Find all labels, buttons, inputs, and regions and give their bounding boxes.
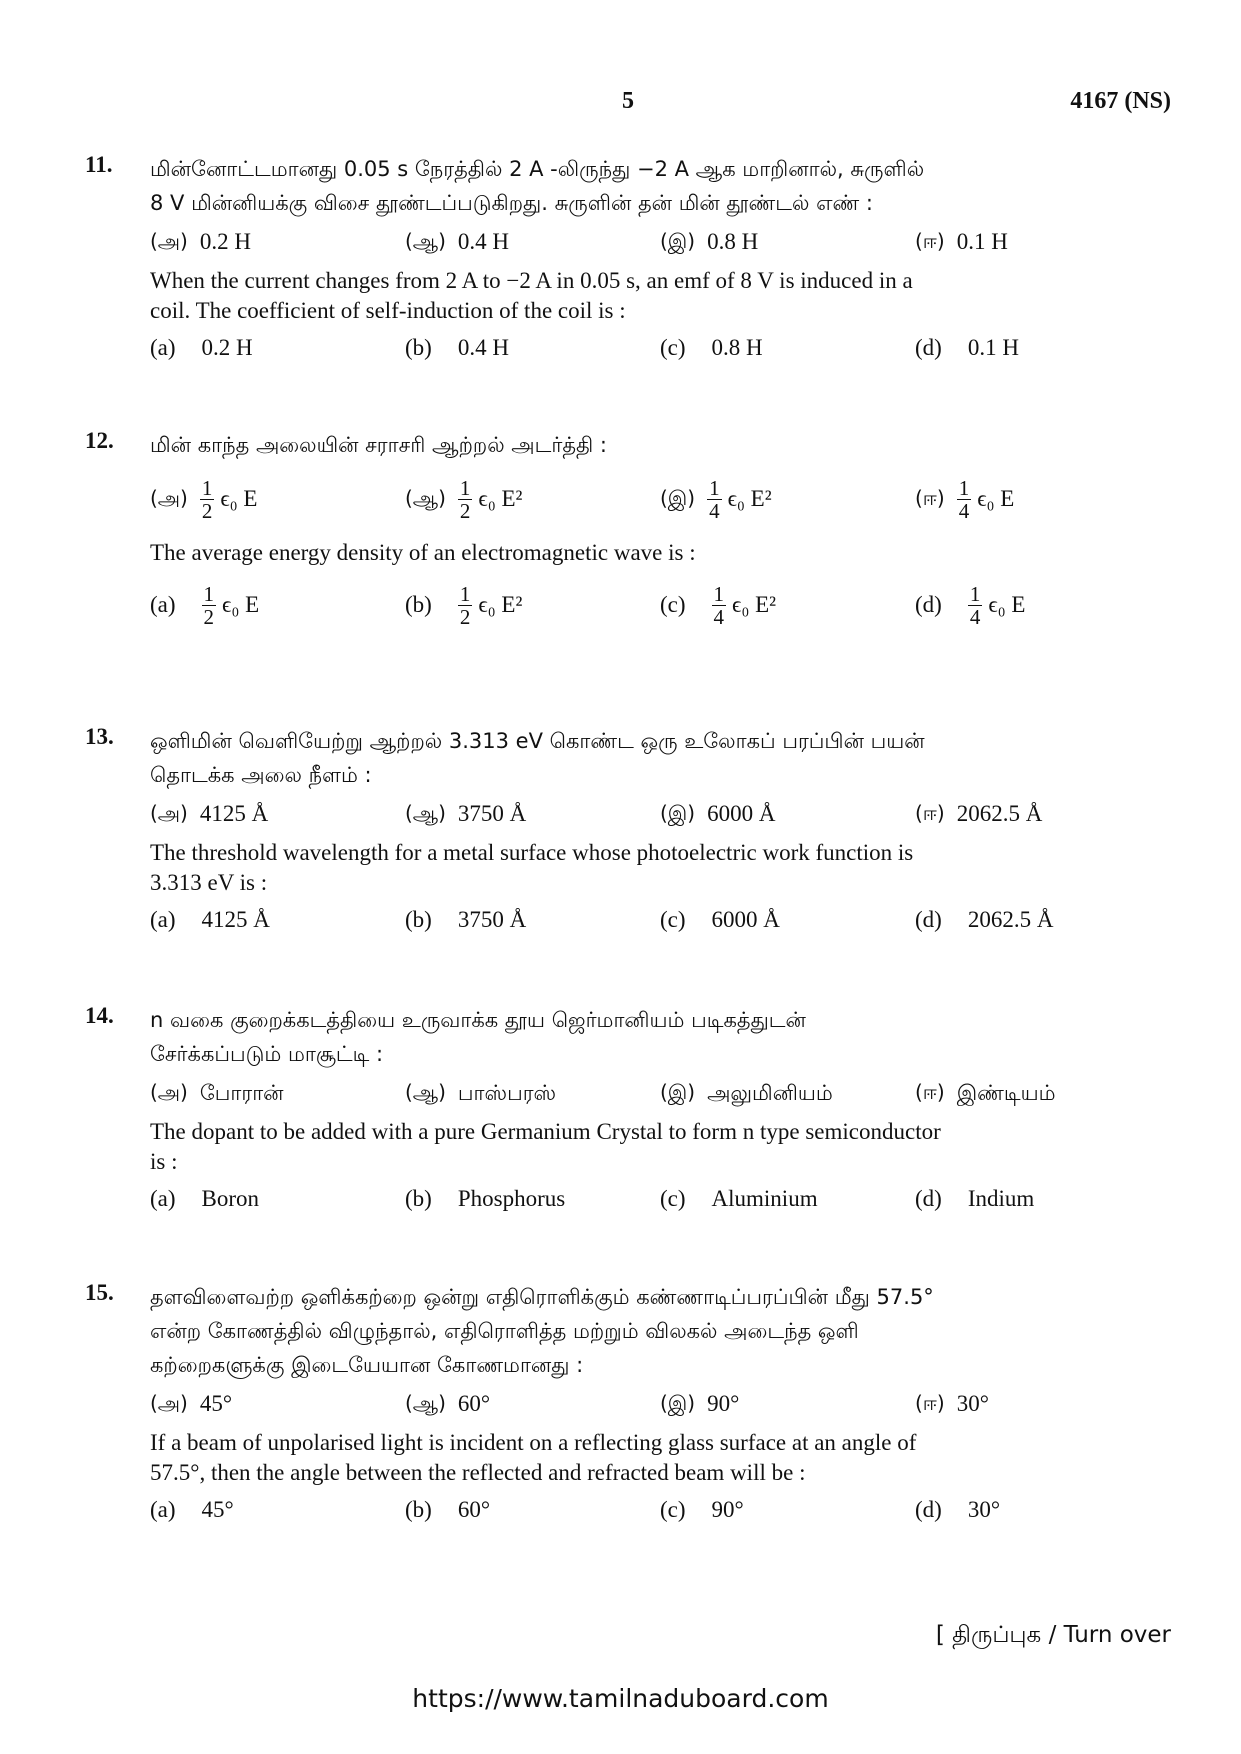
- option-label: (d): [915, 1186, 942, 1211]
- option: [405, 907, 660, 933]
- option-label: (ஆ): [405, 228, 446, 253]
- source-url: https://www.tamilnaduboard.com: [412, 1684, 829, 1713]
- option-value: 0.2 H: [201, 335, 253, 360]
- option-value: ϵ₀ E²: [732, 592, 777, 617]
- option: [405, 229, 660, 256]
- option-label: (a): [150, 592, 176, 617]
- option: [150, 1186, 405, 1212]
- option: [660, 1391, 915, 1418]
- question-text-tamil: மின் காந்த அலையின் சராசரி ஆற்றல் அடர்த்தி :: [150, 433, 607, 457]
- option: [405, 583, 660, 628]
- option: [405, 1391, 660, 1418]
- option-value: 4125 Å: [201, 907, 270, 932]
- option-value: போரான்: [199, 1081, 284, 1105]
- option-value: 45°: [201, 1497, 234, 1522]
- option-value: ϵ₀ E: [977, 486, 1015, 511]
- question-text-english: is :: [150, 1149, 178, 1174]
- fraction: $\frac{1}{2}$: [203, 581, 215, 629]
- option-label: (அ): [150, 228, 188, 253]
- option: [150, 1076, 405, 1110]
- option-label: (d): [915, 907, 942, 932]
- option: [915, 1497, 1170, 1523]
- option: [915, 335, 1170, 361]
- option-value: 0.4 H: [457, 335, 509, 360]
- option-label: (ஆ): [405, 1079, 446, 1104]
- option-value: 30°: [967, 1497, 1001, 1522]
- option-value: 0.2 H: [199, 229, 251, 254]
- option: [405, 801, 660, 828]
- option-label: (a): [150, 1186, 176, 1211]
- question-number: 11.: [85, 152, 113, 177]
- option-label: (ஈ): [915, 800, 945, 825]
- option-value: 6000 Å: [707, 801, 776, 826]
- option-label: (c): [660, 592, 686, 617]
- option-value: ϵ₀ E²: [478, 592, 523, 617]
- question-text-english: coil. The coefficient of self-induction of the coil is :: [150, 298, 626, 323]
- option-label: (b): [405, 907, 432, 932]
- option-value: 30°: [956, 1391, 989, 1416]
- question-text-english: If a beam of unpolarised light is incident on a reflecting glass surface at an angle of: [150, 1430, 917, 1455]
- option-value: 60°: [457, 1497, 491, 1522]
- option-label: (d): [915, 592, 942, 617]
- question-text-tamil: என்ற கோணத்தில் விழுந்தால், எதிரொளித்த மற்றும் விலகல் அடைந்த ஒளி: [150, 1319, 859, 1343]
- option-value: 0.1 H: [967, 335, 1019, 360]
- option-label: (c): [660, 907, 686, 932]
- option: [915, 1186, 1170, 1212]
- option-label: (a): [150, 335, 176, 360]
- question-text-tamil: சேர்க்கப்படும் மாசூட்டி :: [150, 1042, 384, 1066]
- question-text-english: The threshold wavelength for a metal surface whose photoelectric work function is: [150, 840, 914, 865]
- option: [660, 907, 915, 933]
- page-number: 5: [622, 88, 634, 114]
- option-value: 0.1 H: [956, 229, 1008, 254]
- option: [915, 907, 1170, 933]
- option: [150, 583, 405, 628]
- option-label: (ஈ): [915, 1079, 945, 1104]
- question-number: 15.: [85, 1280, 114, 1305]
- option: [150, 477, 405, 522]
- option-label: (c): [660, 335, 686, 360]
- option: [150, 335, 405, 361]
- fraction: $\frac{1}{4}$: [713, 581, 725, 629]
- option: [915, 801, 1170, 828]
- option: [915, 477, 1170, 522]
- option-value: ϵ₀ E: [220, 486, 258, 511]
- option-label: (d): [915, 335, 942, 360]
- option-label: (அ): [150, 800, 188, 825]
- options-tamil: [150, 1075, 1175, 1111]
- option-label: (a): [150, 907, 176, 932]
- option-value: 90°: [707, 1391, 740, 1416]
- fraction: $\frac{1}{2}$: [459, 475, 471, 523]
- option-label: (b): [405, 1497, 432, 1522]
- question-15: [85, 1280, 1175, 1534]
- options-english: [150, 1492, 1175, 1528]
- option: [660, 1497, 915, 1523]
- options-tamil: [150, 466, 1175, 532]
- options-english: [150, 902, 1175, 938]
- option-label: (இ): [660, 800, 696, 825]
- option-value: 90°: [711, 1497, 744, 1522]
- option: [150, 907, 405, 933]
- fraction: $\frac{1}{2}$: [201, 475, 213, 523]
- option: [150, 1391, 405, 1418]
- question-text-english: The dopant to be added with a pure Germanium Crystal to form n type semiconductor: [150, 1119, 941, 1144]
- option-label: (b): [405, 335, 432, 360]
- option-label: (c): [660, 1186, 686, 1211]
- option-label: (இ): [660, 228, 696, 253]
- question-11: [85, 152, 1175, 372]
- option: [660, 1186, 915, 1212]
- option-label: (அ): [150, 1079, 188, 1104]
- option-label: (அ): [150, 1390, 188, 1415]
- fraction: $\frac{1}{4}$: [958, 475, 970, 523]
- options-english: [150, 1181, 1175, 1217]
- option-value: Aluminium: [711, 1186, 818, 1211]
- option: [150, 229, 405, 256]
- option-label: (ஆ): [405, 1390, 446, 1415]
- option-value: 6000 Å: [711, 907, 780, 932]
- question-text-english: 57.5°, then the angle between the reflected and refracted beam will be :: [150, 1460, 806, 1485]
- turn-over-note: [ திருப்புக / Turn over: [935, 1622, 1171, 1648]
- option-label: (c): [660, 1497, 686, 1522]
- option-value: 45°: [199, 1391, 233, 1416]
- paper-code: 4167 (NS): [1070, 88, 1171, 114]
- option: [405, 1497, 660, 1523]
- option-value: ϵ₀ E²: [478, 486, 523, 511]
- option: [660, 335, 915, 361]
- option: [915, 1076, 1170, 1110]
- question-text-tamil: தொடக்க அலை நீளம் :: [150, 763, 372, 787]
- question-text-tamil: ஒளிமின் வெளியேற்று ஆற்றல் 3.313 eV கொண்ட ஒரு உலோகப் பரப்பின் பயன்: [150, 729, 925, 753]
- question-number: 13.: [85, 724, 114, 749]
- option: [915, 1391, 1170, 1418]
- option-value: பாஸ்பரஸ்: [457, 1081, 557, 1105]
- question-text-tamil: கற்றைகளுக்கு இடையேயான கோணமானது :: [150, 1353, 584, 1377]
- option-label: (இ): [660, 485, 696, 510]
- option-value: Indium: [967, 1186, 1035, 1211]
- option-value: 60°: [457, 1391, 491, 1416]
- options-english: [150, 330, 1175, 366]
- question-number: 12.: [85, 428, 114, 453]
- option-value: Boron: [201, 1186, 260, 1211]
- question-14: [85, 1003, 1175, 1223]
- option-label: (b): [405, 1186, 432, 1211]
- options-english: [150, 572, 1175, 638]
- option-label: (ஈ): [915, 485, 945, 510]
- option-value: 2062.5 Å: [967, 907, 1054, 932]
- option: [405, 477, 660, 522]
- option-value: அலுமினியம்: [707, 1081, 833, 1105]
- page-header: [0, 88, 1241, 128]
- option-value: இண்டியம்: [956, 1081, 1056, 1105]
- question-text-tamil: தளவிளைவற்ற ஒளிக்கற்றை ஒன்று எதிரொளிக்கும் கண்ணாடிப்பரப்பின் மீது 57.5°: [150, 1285, 934, 1309]
- option-label: (d): [915, 1497, 942, 1522]
- option-value: ϵ₀ E: [988, 592, 1026, 617]
- option-value: 2062.5 Å: [956, 801, 1043, 826]
- question-text-english: 3.313 eV is :: [150, 870, 268, 895]
- option-value: 0.4 H: [457, 229, 510, 254]
- option-label: (b): [405, 592, 432, 617]
- option-value: ϵ₀ E: [222, 592, 260, 617]
- options-tamil: [150, 224, 1175, 260]
- option: [405, 1186, 660, 1212]
- option-label: (ஆ): [405, 485, 446, 510]
- question-12: [85, 428, 1175, 644]
- option: [915, 583, 1170, 628]
- option-value: Phosphorus: [457, 1186, 566, 1211]
- option-label: (a): [150, 1497, 176, 1522]
- options-tamil: [150, 796, 1175, 832]
- option: [660, 477, 915, 522]
- options-tamil: [150, 1386, 1175, 1422]
- option-label: (இ): [660, 1390, 696, 1415]
- question-text-english: When the current changes from 2 A to −2 A in 0.05 s, an emf of 8 V is induced in a: [150, 268, 913, 293]
- option: [405, 1076, 660, 1110]
- question-text-tamil: n வகை குறைக்கடத்தியை உருவாக்க தூய ஜெர்மானியம் படிகத்துடன்: [150, 1008, 806, 1032]
- option-value: 0.8 H: [711, 335, 763, 360]
- question-text-tamil: மின்னோட்டமானது 0.05 s நேரத்தில் 2 A -லிருந்து −2 A ஆக மாறினால், சுருளில்: [150, 157, 925, 181]
- option-value: ϵ₀ E²: [727, 486, 772, 511]
- option-label: (ஆ): [405, 800, 446, 825]
- option-label: (ஈ): [915, 1390, 945, 1415]
- option: [660, 801, 915, 828]
- option-value: 0.8 H: [707, 229, 759, 254]
- option-label: (இ): [660, 1079, 696, 1104]
- question-number: 14.: [85, 1003, 114, 1028]
- option-value: 3750 Å: [457, 801, 527, 826]
- question-text-english: The average energy density of an electromagnetic wave is :: [150, 540, 696, 565]
- question-13: [85, 724, 1175, 944]
- fraction: $\frac{1}{2}$: [459, 581, 471, 629]
- option: [150, 1497, 405, 1523]
- question-text-tamil: 8 V மின்னியக்கு விசை தூண்டப்படுகிறது. சுருளின் தன் மின் தூண்டல் எண் :: [150, 191, 873, 215]
- option-value: 4125 Å: [199, 801, 269, 826]
- fraction: $\frac{1}{4}$: [709, 475, 720, 523]
- option-label: (அ): [150, 485, 188, 510]
- option-label: (ஈ): [915, 228, 945, 253]
- option: [660, 583, 915, 628]
- option-value: 3750 Å: [457, 907, 527, 932]
- fraction: $\frac{1}{4}$: [969, 581, 981, 629]
- option: [660, 1076, 915, 1110]
- option: [915, 229, 1170, 256]
- option: [405, 335, 660, 361]
- option: [660, 229, 915, 256]
- option: [150, 801, 405, 828]
